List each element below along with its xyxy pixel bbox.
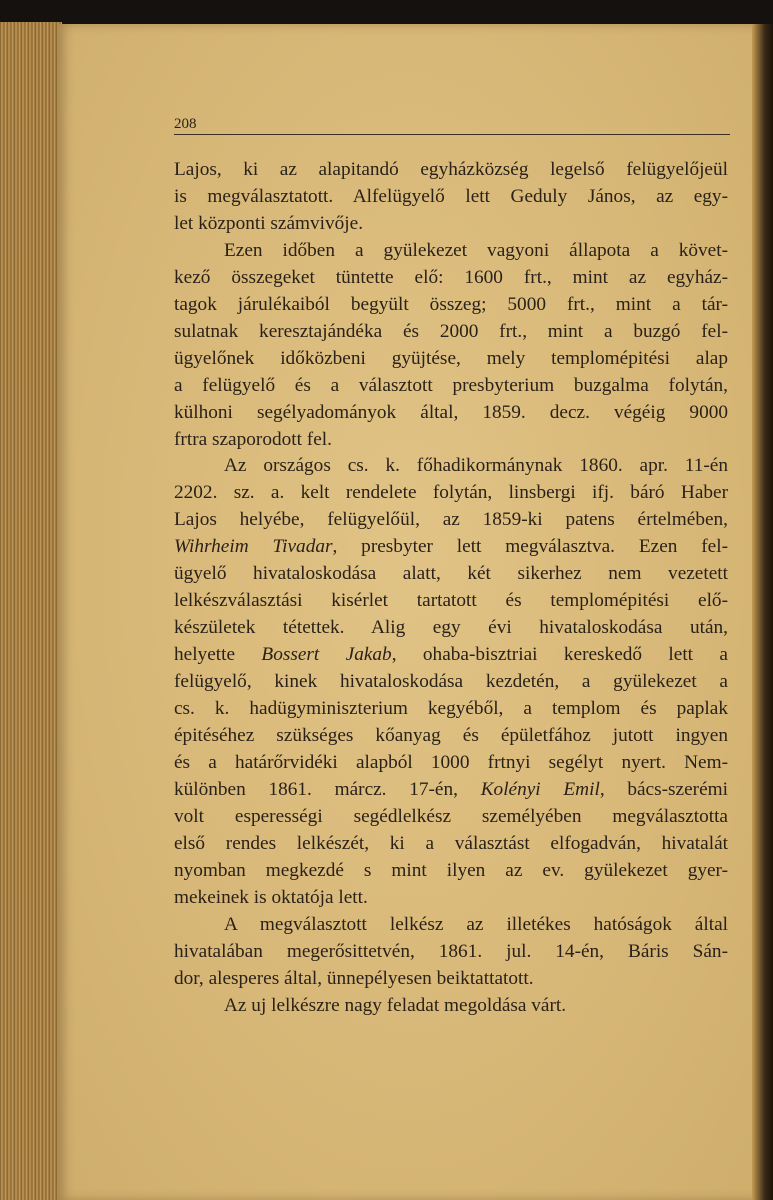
text-line: [174, 157, 728, 184]
text-line: [174, 993, 728, 1020]
page-right-edge: [752, 24, 773, 1200]
text-line: [174, 696, 728, 723]
text-segment: kező összegeket tüntette elő: 1600 frt., mint az egyház-: [174, 266, 728, 288]
text-line: [174, 184, 728, 211]
text-line: [174, 265, 728, 292]
text-segment: dor, alesperes által, ünnepélyesen beiktattatott.: [174, 967, 534, 989]
text-line: [174, 831, 728, 858]
text-line: [174, 427, 728, 454]
scan-top-border: [0, 0, 773, 26]
text-segment: , ohaba-bisztriai kereskedő lett a: [391, 644, 728, 666]
text-segment: let központi számvivője.: [174, 212, 364, 234]
italic-name: Wihrheim Tivadar: [174, 536, 333, 558]
text-segment: sulatnak keresztajándéka és 2000 frt., mint a buzgó fel-: [174, 320, 728, 342]
text-segment: is megválasztatott. Alfelügyelő lett Geduly János, az egy-: [174, 185, 728, 207]
italic-name: Kolényi Emil: [480, 778, 600, 800]
text-line: [174, 588, 728, 615]
text-line: [174, 858, 728, 885]
text-segment: Lajos helyébe, felügyelőül, az 1859-ki patens értelmében,: [174, 509, 728, 531]
text-segment: volt esperességi segédlelkész személyében megválasztotta: [174, 805, 728, 827]
text-segment: Az uj lelkészre nagy feladat megoldása várt.: [224, 994, 567, 1016]
header-rule: [174, 134, 730, 135]
text-segment: nyomban megkezdé s mint ilyen az ev. gyülekezet gyer-: [174, 859, 728, 881]
text-segment: hivatalában megerősittetvén, 1861. jul. 14-én, Báris Sán-: [174, 940, 728, 962]
text-segment: külhoni segélyadományok által, 1859. decz. végéig 9000: [174, 401, 728, 423]
text-line: [174, 885, 728, 912]
text-segment: cs. k. hadügyminiszterium kegyéből, a templom és paplak: [174, 698, 728, 720]
body-text: [174, 157, 728, 1020]
text-segment: a felügyelő és a választott presbyterium buzgalma folytán,: [174, 374, 728, 396]
text-segment: frtra szaporodott fel.: [174, 428, 332, 450]
text-segment: tagok járulékaiból begyült összeg; 5000 frt., mint a tár-: [174, 293, 728, 315]
text-segment: felügyelő, kinek hivataloskodása kezdetén, a gyülekezet a: [174, 671, 728, 693]
text-segment: és a határőrvidéki alapból 1000 frtnyi segélyt nyert. Nem-: [174, 751, 728, 773]
text-line: [174, 346, 728, 373]
text-line: [174, 561, 728, 588]
text-line: [174, 615, 728, 642]
text-line: [174, 777, 728, 804]
text-line: [174, 373, 728, 400]
italic-name: Bossert Jakab: [261, 644, 392, 666]
text-segment: ügyelőnek időközbeni gyüjtése, mely templomépitési alap: [174, 347, 728, 369]
text-line: [174, 804, 728, 831]
text-segment: 2202. sz. a. kelt rendelete folytán, linsbergi ifj. báró Haber: [174, 482, 728, 504]
text-line: [174, 642, 728, 669]
text-line: [174, 507, 728, 534]
text-line: [174, 292, 728, 319]
text-line: [174, 966, 728, 993]
text-line: [174, 453, 728, 480]
text-segment: Ezen időben a gyülekezet vagyoni állapota a követ-: [224, 239, 728, 261]
text-line: [174, 238, 728, 265]
text-line: [174, 750, 728, 777]
text-segment: A megválasztott lelkész az illetékes hatóságok által: [224, 913, 728, 935]
text-segment: lelkészválasztási kisérlet tartatott és templomépitési elő-: [174, 590, 728, 612]
text-line: [174, 723, 728, 750]
text-line: [174, 480, 728, 507]
page-number: 208: [174, 116, 197, 132]
text-line: [174, 912, 728, 939]
text-segment: mekeinek is oktatója lett.: [174, 886, 368, 908]
text-segment: épitéséhez szükséges kőanyag és épületfához jutott ingyen: [174, 725, 728, 747]
text-line: [174, 534, 728, 561]
text-line: [174, 211, 728, 238]
text-segment: helyette: [174, 644, 262, 666]
text-segment: , presbyter lett megválasztva. Ezen fel-: [332, 536, 729, 558]
text-segment: készületek tétettek. Alig egy évi hivataloskodása után,: [174, 617, 728, 639]
text-segment: különben 1861. márcz. 17-én,: [174, 778, 481, 800]
text-segment: , bács-szerémi: [599, 778, 728, 800]
text-line: [174, 400, 728, 427]
text-segment: Az országos cs. k. főhadikormánynak 1860. apr. 11-én: [224, 455, 728, 477]
text-segment: Lajos, ki az alapitandó egyházközség legelső felügyelőjeül: [174, 159, 728, 180]
page-stack-edge: [0, 22, 62, 1200]
text-line: [174, 669, 728, 696]
text-line: [174, 319, 728, 346]
text-line: [174, 939, 728, 966]
text-segment: ügyelő hivataloskodása alatt, két sikerhez nem vezetett: [174, 563, 728, 585]
text-segment: első rendes lelkészét, ki a választást elfogadván, hivatalát: [174, 832, 728, 854]
